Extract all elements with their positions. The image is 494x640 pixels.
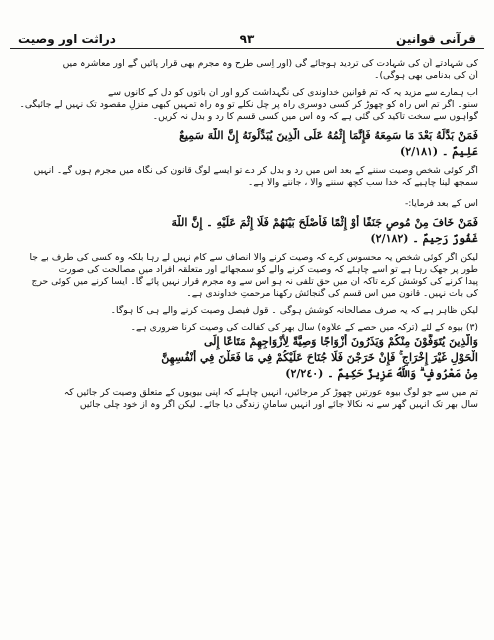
page-body bbox=[18, 58, 478, 411]
text-line: اگر کوئی شخص وصیت سننے کے بعد اس میں رد و بدل کر دے تو ایسے لوگ قانون کی نگاہ میں مجرم ہوں گے۔ انہیں bbox=[33, 165, 478, 176]
text-line: (٣) بیوہ کے لئے (ترکہ میں حصے کے علاوہ) سال بھر کی کفالت کی وصیت کرنا ضروری ہے۔ bbox=[130, 322, 478, 333]
text-line: پیدا کرنے کی کوشش کرے تاکہ ان میں حق تلفی نہ ہو اس سے وہ مجرم قرار نہیں پائے گا۔ ایسا کرنے میں کوئی حرج bbox=[31, 276, 478, 287]
page-header bbox=[10, 26, 484, 49]
text-line: سنو۔ اگر تم اس راہ کو چھوڑ کر کسی دوسری راہ پر چل نکلے تو وہ راہ تمہیں کبھی منزلِ مقصود تک نہیں لے جائیگی۔ bbox=[19, 99, 478, 110]
text-line: اس کے بعد فرمایا:- bbox=[404, 198, 478, 209]
book-title: قرآنی قوانین bbox=[396, 32, 476, 46]
text-line: طور پر جھک رہا ہے تو اسے چاہئے کہ وصیت کرنے والے کو سمجھائے اور متعلقہ افراد میں مصالحت کی صورت bbox=[58, 264, 478, 275]
quran-verse: مِنْ مَعْرُوفٍ ۗ وَاللَّهُ عَزِيزٌ حَكِيمٌ ۔ (٢/٢٤٠) bbox=[285, 367, 478, 380]
quran-verse: فَمَنْ خَافَ مِنْ مُوصٍ جَنَفًا أَوْ إِثْمًا فَأَصْلَحَ بَيْنَهُمْ فَلَا إِثْمَ عَلَيْهِ ۔ إِنَّ اللَّهَ bbox=[171, 216, 478, 229]
quran-verse: فَمَنْ بَدَّلَهُ بَعْدَ مَا سَمِعَهُ فَإِنَّمَا إِثْمُهُ عَلَى الَّذِينَ يُبَدِّلُونَهُ إِنَّ اللَّهَ سَمِيعٌ bbox=[179, 129, 478, 142]
text-line: لیکن اگر کوئی شخص یہ محسوس کرے کہ وصیت کرنے والا انصاف سے کام نہیں لے رہا بلکہ وہ کسی کی طرف بے جا bbox=[29, 252, 478, 263]
quran-verse: الْحَوْلِ غَيْرَ إِخْرَاجٍ ۚ فَإِنْ خَرَجْنَ فَلَا جُنَاحَ عَلَيْكُمْ فِي مَا فَعَلْنَ فِي أَنْفُسِهِنَّ bbox=[161, 351, 478, 364]
text-line: تم میں سے جو لوگ بیوہ عورتیں چھوڑ کر مرجائیں، انہیں چاہئے کہ اپنی بیویوں کے متعلق وصیت کر جائیں کہ bbox=[63, 387, 478, 398]
text-line: اب ہمارے سے مزید یہ کہ تم قوانین خداوندی کی نگہداشت کرو اور ان باتوں کو دل کے کانوں سے bbox=[107, 87, 478, 98]
text-line: کی شہادتے اُن کی شہادت کی تردید ہوجائے گی (اور اِسی طرح وہ مجرم بھی قرار پائیں گے اور معاشرہ میں bbox=[62, 58, 478, 69]
text-line: اُن کی بدنامی بھی ہوگی)۔ bbox=[374, 70, 478, 81]
text-line: گواہوں سے سخت تاکید کی گئی ہے کہ وہ اس میں کسی قسم کا رد و بدل نہ کریں۔ bbox=[152, 111, 478, 122]
page-number: ٩٣ bbox=[239, 32, 255, 46]
quran-verse: عَلِيمٌ ۔ (٢/١٨١) bbox=[400, 145, 478, 158]
text-line: سمجھ لینا چاہیے کہ خدا سب کچھ سننے والا ، جاننے والا ہے۔ bbox=[248, 177, 478, 188]
quran-verse: غَفُورٌ رَحِيمٌ ۔ (٢/١٨٢) bbox=[370, 232, 478, 245]
quran-verse: وَالَّذِينَ يُتَوَفَّوْنَ مِنْكُمْ وَيَذَرُونَ أَزْوَاجًا وَصِيَّةً لِأَزْوَاجِهِمْ مَتَاعًا إِلَى bbox=[203, 335, 478, 348]
text-line: سال بھر تک انہیں گھر سے نہ نکالا جائے اور انہیں سامانِ زندگی دیا جائے۔ لیکن اگر وہ از خود چلی جائیں bbox=[79, 399, 478, 410]
text-line: لیکن ظاہر ہے کہ یہ صرف مصالحانہ کوشش ہوگی ۔ قول فیصل وصیت کرنے والے ہی کا ہوگا۔ bbox=[110, 305, 478, 316]
chapter-title: دراثت اور وصیت bbox=[18, 32, 116, 46]
text-line: کی بات نہیں۔ قانون میں اس قسم کی گنجائش رکھنا مرحمتِ خداوندی ہے۔ bbox=[186, 288, 478, 299]
